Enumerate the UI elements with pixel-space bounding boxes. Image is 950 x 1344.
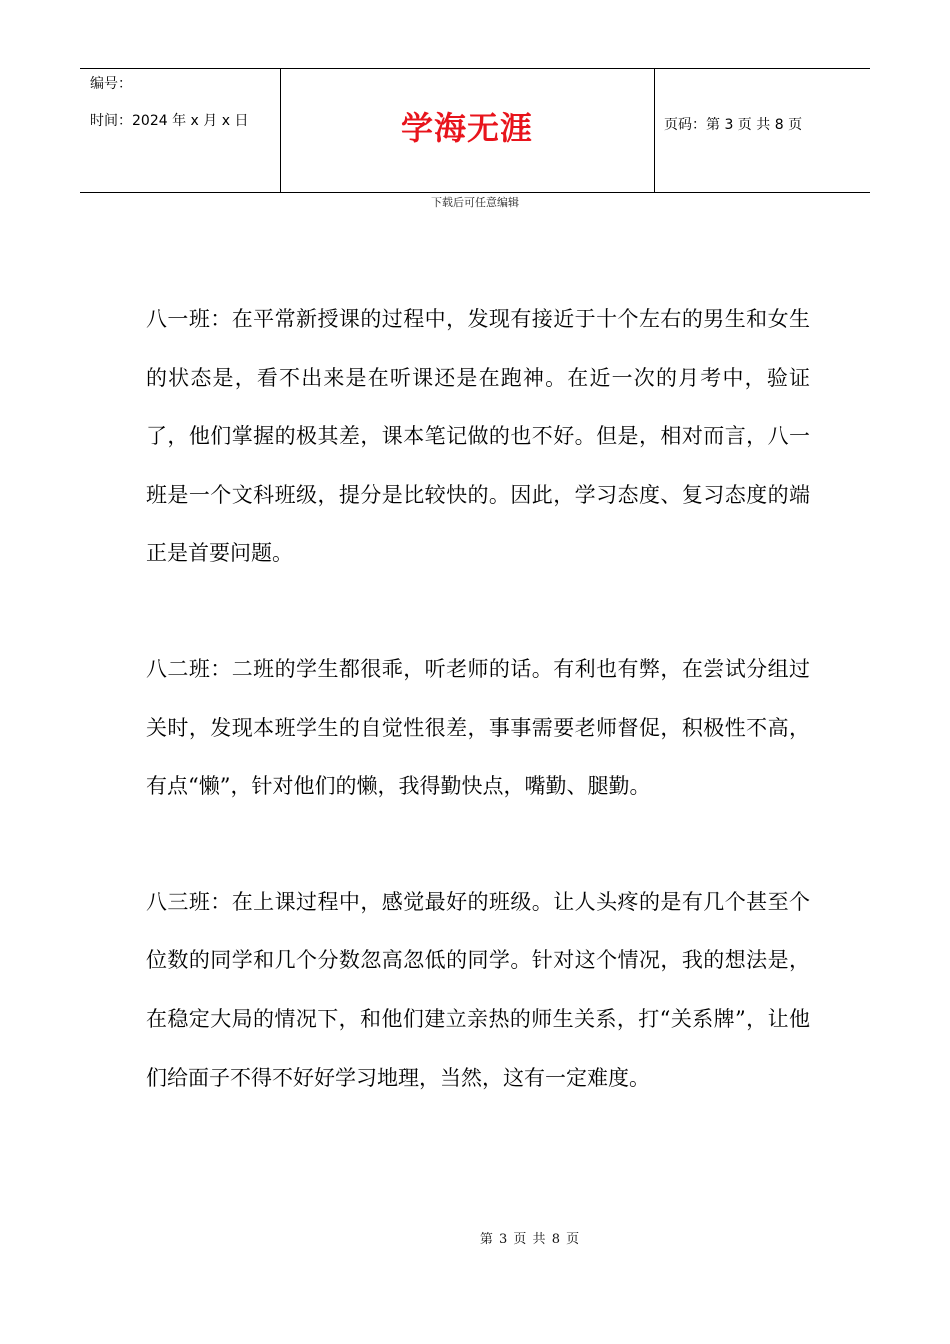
editable-note: 下载后可任意编辑 (431, 196, 519, 209)
paragraph-class-8-1: 八一班：在平常新授课的过程中，发现有接近于十个左右的男生和女生的状态是，看不出来是在听课还是在跑神。在近一次的月考中，验证了，他们掌握的极其差，课本笔记做的也不好。但是，相对而言，八一班是一个文科班级，提分是比较快的。因此，学习态度、复习态度的端正是首要问题。 (146, 307, 810, 566)
header-table (80, 68, 870, 193)
header-page-code: 页码：第 3 页 共 8 页 (664, 117, 803, 133)
document-date-label: 时间：2024 年 x 月 x 日 (90, 113, 249, 129)
brand-title: 学海无涯 (400, 109, 533, 147)
header-divider-2 (654, 69, 655, 192)
paragraph-class-8-3: 八三班：在上课过程中，感觉最好的班级。让人头疼的是有几个甚至个位数的同学和几个分数忽高忽低的同学。针对这个情况，我的想法是，在稳定大局的情况下，和他们建立亲热的师生关系，打“关系牌”，让他们给面子不得不好好学习地理，当然，这有一定难度。 (146, 889, 810, 1090)
document-body (146, 290, 810, 1164)
paragraph-class-8-2: 八二班：二班的学生都很乖，听老师的话。有利也有弊，在尝试分组过关时，发现本班学生的自觉性很差，事事需要老师督促，积极性不高，有点“懒”，针对他们的懒，我得勤快点，嘴勤、腿勤。 (146, 656, 810, 799)
page-footer: 第 3 页 共 8 页 (479, 1232, 581, 1247)
document-number-label: 编号： (90, 76, 132, 92)
